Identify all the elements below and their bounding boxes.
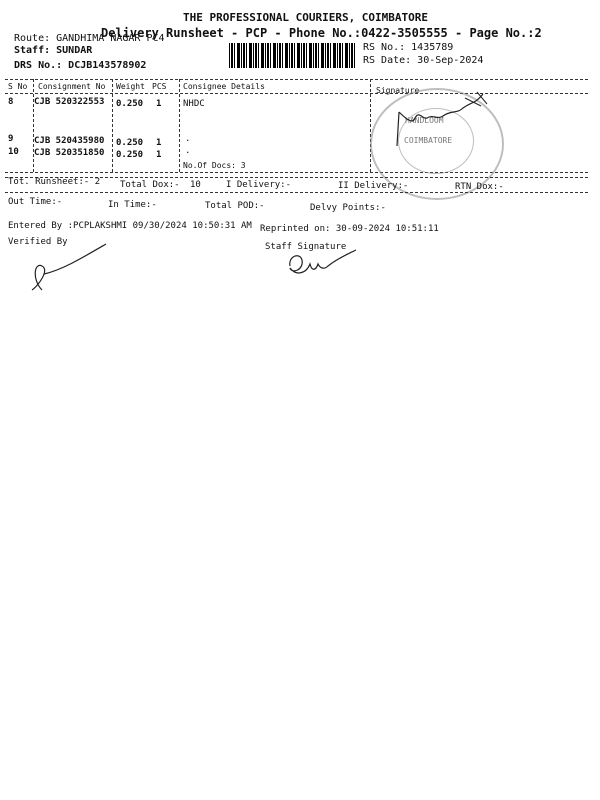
reprinted-on: Reprinted on: 30-09-2024 10:51:11: [260, 224, 439, 234]
table-row-weight: 0.250: [116, 138, 144, 148]
totals-bottom-rule: [5, 192, 588, 193]
verified-by: Verified By: [8, 237, 68, 247]
no-of-docs: No.Of Docs: 3: [183, 161, 246, 170]
ii-delivery: II Delivery:-: [338, 181, 409, 191]
table-row-consignee: .: [185, 134, 191, 144]
verifier-signature: [22, 240, 122, 296]
tot-runsheet: Tot. Runsheet:- 2: [8, 177, 101, 187]
table-row-sno: 8: [8, 97, 14, 107]
col-header-weight: Weight: [116, 82, 145, 91]
i-delivery: I Delivery:-: [226, 180, 292, 190]
table-row-weight: 0.250: [116, 150, 144, 160]
recipient-signature: [385, 84, 500, 164]
table-row-weight: 0.250: [116, 99, 144, 109]
total-pod: Total POD:-: [205, 201, 265, 211]
table-header-rule: [5, 93, 588, 94]
drs-number: DRS No.: DCJB143578902: [14, 60, 147, 71]
table-row-consignee: .: [185, 146, 191, 156]
col-divider: [179, 79, 180, 172]
col-divider: [33, 79, 34, 172]
col-header-pcs: PCS: [152, 82, 167, 91]
table-row-pcs: 1: [156, 138, 162, 148]
table-bottom-rule: [5, 172, 588, 173]
table-row-consignment: CJB 520322553: [34, 97, 105, 107]
table-row-consignment: CJB 520435980: [34, 136, 105, 146]
staff: Staff: SUNDAR: [14, 45, 93, 56]
out-time: Out Time:-: [8, 197, 63, 207]
staff-signature: [282, 246, 362, 282]
col-header-sno: S No: [8, 82, 28, 91]
route: Route: GANDHIMA NAGAR PC4: [14, 33, 165, 44]
rs-number: RS No.: 1435789: [363, 42, 454, 53]
col-header-consignment: Consignment No: [38, 82, 106, 91]
table-row-sno: 9: [8, 134, 14, 144]
rs-date: RS Date: 30-Sep-2024: [363, 55, 484, 66]
delvy-points: Delvy Points:-: [310, 203, 386, 213]
company-name: THE PROFESSIONAL COURIERS, COIMBATORE: [183, 11, 429, 24]
entered-by: Entered By :PCPLAKSHMI 09/30/2024 10:50:31 AM: [8, 221, 252, 231]
staff-signature-label: Staff Signature: [265, 242, 347, 252]
total-dox-value: 10: [190, 180, 201, 190]
stamp-text: HANDLOOM: [405, 116, 444, 125]
col-divider: [370, 79, 371, 172]
total-dox-label: Total Dox:-: [120, 180, 180, 190]
runsheet-title: Delivery Runsheet - PCP - Phone No.:0422-3505555 - Page No.:2: [101, 26, 542, 40]
col-header-consignee: Consignee Details: [183, 82, 265, 91]
table-row-consignee: NHDC: [183, 99, 205, 109]
col-divider: [112, 79, 113, 172]
rtn-dox: RTN Dox:-: [455, 182, 504, 192]
in-time: In Time:-: [108, 200, 157, 210]
barcode: [229, 43, 357, 68]
table-row-consignment: CJB 520351850: [34, 148, 105, 158]
table-row-sno: 10: [8, 147, 19, 157]
table-top-rule: [5, 79, 588, 80]
table-row-pcs: 1: [156, 150, 162, 160]
table-row-pcs: 1: [156, 99, 162, 109]
col-header-signature: Signature: [376, 86, 420, 95]
stamp-text: COIMBATORE: [404, 136, 453, 145]
